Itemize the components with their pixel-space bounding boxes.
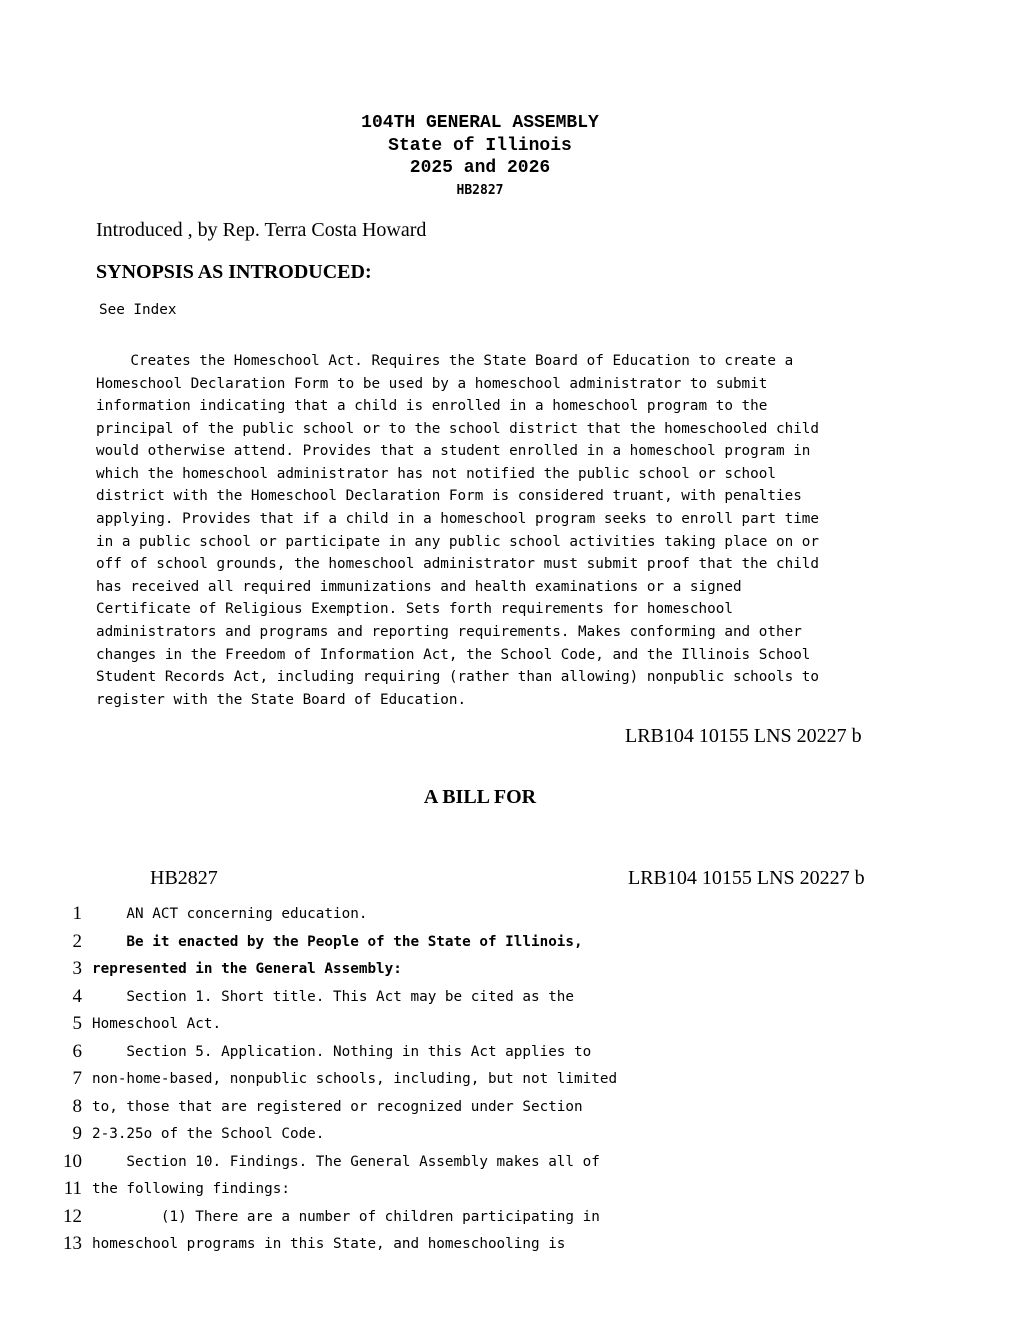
session-years: 2025 and 2026 (409, 158, 551, 178)
line-number: 6 (72, 1041, 82, 1062)
synopsis-line: Certificate of Religious Exemption. Sets forth requirements for homeschool (96, 601, 733, 617)
page-header-lrb: LRB104 10155 LNS 20227 b (628, 867, 865, 889)
synopsis-line: district with the Homeschool Declaration Form is considered truant, with penalties (96, 488, 802, 504)
synopsis-line: which the homeschool administrator has not notified the public school or school (96, 466, 776, 482)
bill-line: 2-3.25o of the School Code. (92, 1126, 325, 1142)
line-number: 13 (63, 1233, 82, 1254)
page-header-bill: HB2827 (150, 867, 218, 889)
synopsis-line: in a public school or participate in any public school activities taking place on or (96, 534, 820, 550)
bill-number: HB2827 (456, 183, 504, 198)
see-index: See Index (99, 302, 177, 318)
synopsis-line: principal of the public school or to the school district that the homeschooled child (96, 421, 820, 437)
synopsis-line: Student Records Act, including requiring (rather than allowing) nonpublic schools to (96, 669, 820, 685)
synopsis-line: administrators and programs and reporting requirements. Makes conforming and other (96, 624, 802, 640)
introduced-by: Introduced , by Rep. Terra Costa Howard (96, 219, 427, 241)
synopsis-line: applying. Provides that if a child in a homeschool program seeks to enroll part time (96, 511, 820, 527)
a-bill-for: A BILL FOR (423, 786, 537, 808)
synopsis-line: Homeschool Declaration Form to be used by a homeschool administrator to submit (96, 376, 768, 392)
bill-line: Section 1. Short title. This Act may be cited as the (92, 989, 575, 1005)
bill-line: Homeschool Act. (92, 1016, 222, 1032)
bill-line: the following findings: (92, 1181, 290, 1197)
bill-line: to, those that are registered or recognized under Section (92, 1099, 583, 1115)
line-number: 2 (72, 931, 82, 952)
line-number: 5 (72, 1013, 82, 1034)
line-number: 4 (72, 986, 82, 1007)
bill-line: non-home-based, nonpublic schools, including, but not limited (92, 1071, 618, 1087)
bill-line: AN ACT concerning education. (92, 906, 368, 922)
line-number: 3 (72, 958, 82, 979)
line-number: 7 (72, 1068, 82, 1089)
synopsis-line: would otherwise attend. Provides that a student enrolled in a homeschool program in (96, 443, 811, 459)
line-number: 10 (63, 1151, 82, 1172)
synopsis-heading: SYNOPSIS AS INTRODUCED: (96, 261, 372, 283)
line-number: 1 (72, 903, 82, 924)
synopsis-line: has received all required immunizations and health examinations or a signed (96, 579, 742, 595)
synopsis-line: off of school grounds, the homeschool administrator must submit proof that the child (96, 556, 820, 572)
synopsis-line: changes in the Freedom of Information Act, the School Code, and the Illinois School (96, 647, 811, 663)
lrb-code: LRB104 10155 LNS 20227 b (625, 725, 862, 747)
state-title: State of Illinois (388, 136, 572, 156)
line-number: 12 (63, 1206, 82, 1227)
bill-line: (1) There are a number of children participating in (92, 1209, 600, 1225)
synopsis-line: Creates the Homeschool Act. Requires the State Board of Education to create a (96, 353, 794, 369)
bill-line: Be it enacted by the People of the State of Illinois, (92, 934, 583, 950)
line-number: 8 (72, 1096, 82, 1117)
bill-line: represented in the General Assembly: (92, 961, 402, 977)
bill-line: Section 5. Application. Nothing in this Act applies to (92, 1044, 592, 1060)
line-number: 11 (63, 1178, 82, 1199)
synopsis-line: register with the State Board of Education. (96, 692, 467, 708)
synopsis-line: information indicating that a child is enrolled in a homeschool program to the (96, 398, 768, 414)
assembly-title: 104TH GENERAL ASSEMBLY (361, 113, 599, 133)
bill-line: homeschool programs in this State, and homeschooling is (92, 1236, 566, 1252)
bill-line: Section 10. Findings. The General Assembly makes all of (92, 1154, 600, 1170)
line-number: 9 (72, 1123, 82, 1144)
